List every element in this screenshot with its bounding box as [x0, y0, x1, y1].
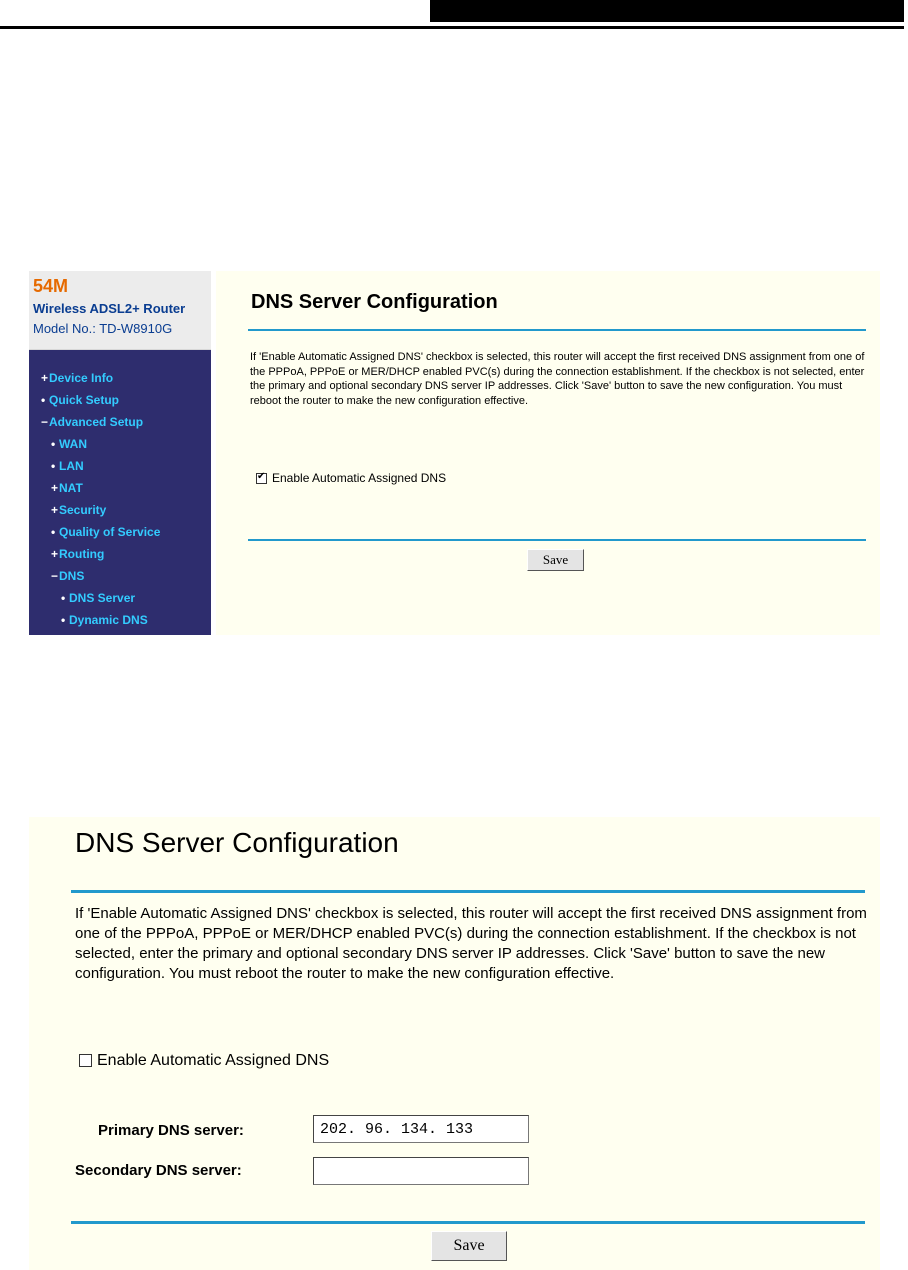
collapse-icon: − [41, 415, 49, 429]
menu-item-quality-of-service[interactable] [51, 525, 160, 539]
description-text: If 'Enable Automatic Assigned DNS' checkbox is selected, this router will accept the first received DNS assignment from one of the PPPoA, PPPoE or MER/DHCP enabled PVC(s) during the connection establishment. If the checkbox is not selected, enter the primary and optional secondary DNS server IP addresses. Click 'Save' button to save the new configuration. You must reboot the router to make the new configuration effective. [250, 351, 865, 407]
expand-icon: + [51, 547, 59, 561]
menu-item-routing[interactable] [51, 547, 104, 561]
auto-dns-option [256, 471, 446, 485]
model-number: Model No.: TD-W8910G [33, 321, 173, 336]
description-text: If 'Enable Automatic Assigned DNS' checkbox is selected, this router will accept the first received DNS assignment from one of the PPPoA, PPPoE or MER/DHCP enabled PVC(s) during the connection establishment. If the checkbox is not selected, enter the primary and optional secondary DNS server IP addresses. Click 'Save' button to save the new configuration. You must reboot the router to make the new configuration effective. [75, 905, 867, 982]
menu-item-label: DNS [59, 569, 85, 583]
menu-item-label: Quality of Service [59, 525, 161, 539]
menu-item-label: LAN [59, 459, 84, 473]
page-title: DNS Server Configuration [251, 291, 498, 313]
menu-item-label: WAN [59, 437, 87, 451]
menu-item-label: Routing [59, 547, 105, 561]
bullet-icon: • [61, 591, 66, 605]
brand-speed: 54M [33, 276, 69, 296]
menu-item-label: Dynamic DNS [69, 613, 148, 627]
bullet-icon: • [51, 459, 56, 473]
sidebar [29, 271, 211, 635]
menu-item-dns-server[interactable] [61, 591, 135, 605]
menu-item-advanced-setup[interactable] [41, 415, 143, 429]
save-button[interactable]: Save [431, 1231, 507, 1261]
header-rule [0, 26, 904, 29]
header-bar [430, 0, 904, 22]
primary-dns-input[interactable] [313, 1115, 529, 1143]
divider [71, 1221, 865, 1224]
router-screenshot-2 [29, 817, 880, 1270]
menu-item-dns[interactable] [51, 569, 84, 583]
auto-dns-checkbox[interactable] [79, 1054, 92, 1067]
secondary-dns-input[interactable] [313, 1157, 529, 1185]
nav-menu [29, 350, 211, 635]
secondary-dns-label: Secondary DNS server: [75, 1162, 242, 1179]
brand-logo [29, 271, 211, 350]
menu-item-label: DNS Server [69, 591, 136, 605]
bullet-icon: • [51, 437, 56, 451]
auto-dns-checkbox[interactable] [256, 473, 267, 484]
menu-item-nat[interactable] [51, 481, 83, 495]
menu-item-wan[interactable] [51, 437, 87, 451]
bullet-icon: • [61, 613, 66, 627]
collapse-icon: − [51, 569, 59, 583]
expand-icon: + [51, 481, 59, 495]
divider [71, 890, 865, 893]
menu-item-lan[interactable] [51, 459, 84, 473]
menu-item-label: Quick Setup [49, 393, 120, 407]
expand-icon: + [51, 503, 59, 517]
page-title: DNS Server Configuration [75, 827, 399, 858]
primary-dns-label: Primary DNS server: [98, 1122, 244, 1139]
auto-dns-label: Enable Automatic Assigned DNS [272, 471, 447, 485]
divider [248, 539, 866, 541]
menu-item-security[interactable] [51, 503, 106, 517]
menu-item-label: Security [59, 503, 107, 517]
auto-dns-option [79, 1052, 329, 1070]
menu-item-dynamic-dns[interactable] [61, 613, 148, 627]
auto-dns-label: Enable Automatic Assigned DNS [97, 1052, 330, 1069]
router-screenshot-1 [29, 271, 880, 635]
divider [248, 329, 866, 331]
menu-item-device-info[interactable] [41, 371, 113, 385]
bullet-icon: • [41, 393, 46, 407]
menu-item-label: Advanced Setup [49, 415, 144, 429]
content-panel [216, 271, 880, 635]
brand-product: Wireless ADSL2+ Router [33, 301, 186, 316]
menu-item-quick-setup[interactable] [41, 393, 119, 407]
expand-icon: + [41, 371, 49, 385]
save-button[interactable]: Save [527, 549, 584, 571]
menu-item-label: NAT [59, 481, 83, 495]
menu-item-label: Device Info [49, 371, 114, 385]
bullet-icon: • [51, 525, 56, 539]
